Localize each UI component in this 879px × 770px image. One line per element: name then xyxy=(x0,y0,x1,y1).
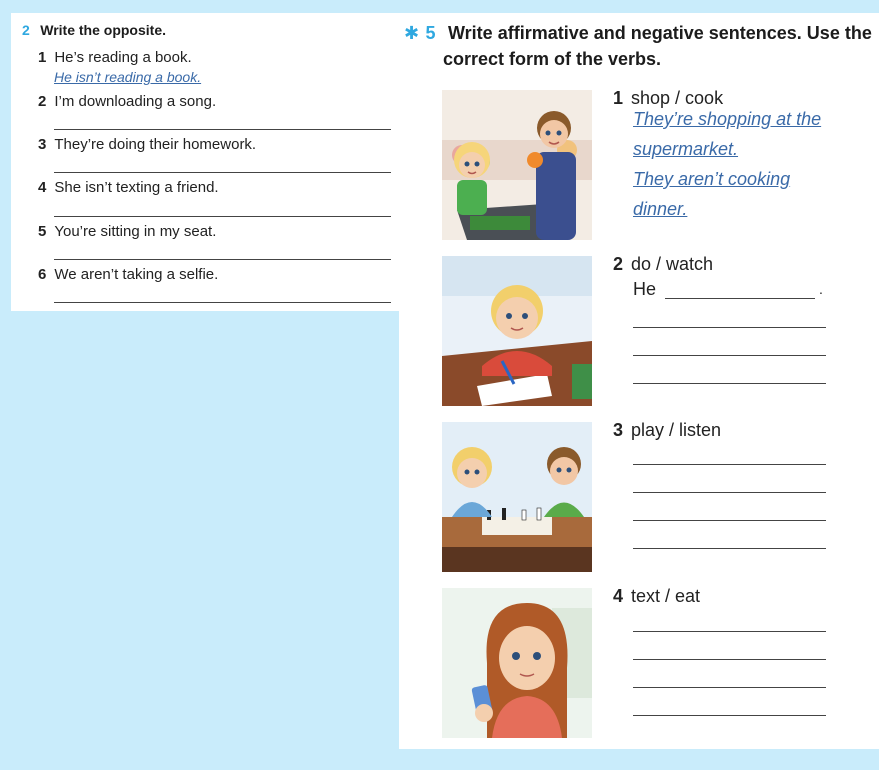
answer-line[interactable] xyxy=(665,298,815,299)
item-prompt: text / eat xyxy=(631,586,701,606)
answer-line[interactable] xyxy=(633,520,826,521)
answer-line[interactable] xyxy=(54,172,391,173)
item-number: 3 xyxy=(613,420,624,440)
shopping-illustration xyxy=(442,90,592,240)
item-prompt: do / watch xyxy=(631,254,714,274)
exercise-5-answer-1b: supermarket. xyxy=(633,139,739,159)
answer-line[interactable] xyxy=(633,548,826,549)
exercise-2-item-2 xyxy=(38,93,216,110)
item-text: They’re doing their homework. xyxy=(54,136,257,153)
exercise-5-item-4 xyxy=(613,586,700,607)
answer-line[interactable] xyxy=(633,327,826,328)
item-number: 5 xyxy=(38,223,47,240)
exercise-number: 2 xyxy=(22,22,30,38)
answer-line[interactable] xyxy=(633,687,826,688)
item-prompt: shop / cook xyxy=(631,88,724,108)
item-number: 1 xyxy=(613,88,624,108)
item-text: He’s reading a book. xyxy=(54,49,192,66)
exercise-2-item-6 xyxy=(38,266,218,283)
item-text: I’m downloading a song. xyxy=(54,93,217,110)
answer-line[interactable] xyxy=(54,216,391,217)
item-number: 6 xyxy=(38,266,47,283)
exercise-2-header xyxy=(22,22,166,40)
exercise-2-item-4 xyxy=(38,179,219,196)
answer-line[interactable] xyxy=(54,302,391,303)
exercise-5-item-1 xyxy=(613,88,723,109)
exercise-5-answer-1d: dinner. xyxy=(633,199,688,219)
item-number: 3 xyxy=(38,136,47,153)
answer-line[interactable] xyxy=(633,715,826,716)
answer-line[interactable] xyxy=(633,659,826,660)
exercise-2-item-3 xyxy=(38,136,256,153)
item-number: 1 xyxy=(38,49,47,66)
answer-line[interactable] xyxy=(54,259,391,260)
exercise-5-starter: He xyxy=(633,279,657,299)
homework-illustration xyxy=(442,256,592,406)
texting-illustration xyxy=(442,588,592,738)
exercise-5-answer-1c: They aren’t cooking xyxy=(633,169,791,189)
exercise-title: Write affirmative and negative sentences. Use the xyxy=(448,23,872,43)
item-number: 4 xyxy=(38,179,47,196)
exercise-5-answer-1a: They’re shopping at the xyxy=(633,109,822,129)
item-number: 4 xyxy=(613,586,624,606)
exercise-2-card xyxy=(11,13,399,311)
exercise-2-item-5 xyxy=(38,223,216,240)
exercise-2-answer-1: He isn’t reading a book. xyxy=(54,69,202,85)
exercise-5-item-2 xyxy=(613,254,713,275)
exercise-5-card xyxy=(399,13,879,749)
exercise-number: 5 xyxy=(425,23,436,43)
item-number: 2 xyxy=(38,93,47,110)
answer-line[interactable] xyxy=(633,492,826,493)
answer-line[interactable] xyxy=(633,383,826,384)
answer-line[interactable] xyxy=(633,631,826,632)
sentence-end: . xyxy=(819,281,823,297)
item-text: We aren’t taking a selfie. xyxy=(54,266,219,283)
answer-line[interactable] xyxy=(633,464,826,465)
answer-line[interactable] xyxy=(54,129,391,130)
chess-illustration xyxy=(442,422,592,572)
exercise-5-item-3 xyxy=(613,420,721,441)
item-text: You’re sitting in my seat. xyxy=(54,223,217,240)
exercise-2-item-1 xyxy=(38,49,192,66)
exercise-title: Write the opposite. xyxy=(40,22,166,38)
item-text: She isn’t texting a friend. xyxy=(54,179,219,196)
exercise-title-line-2: correct form of the verbs. xyxy=(443,49,662,69)
exercise-5-header xyxy=(404,23,872,44)
answer-line[interactable] xyxy=(633,355,826,356)
star-icon: ✱ xyxy=(404,23,420,43)
item-number: 2 xyxy=(613,254,624,274)
item-prompt: play / listen xyxy=(631,420,722,440)
